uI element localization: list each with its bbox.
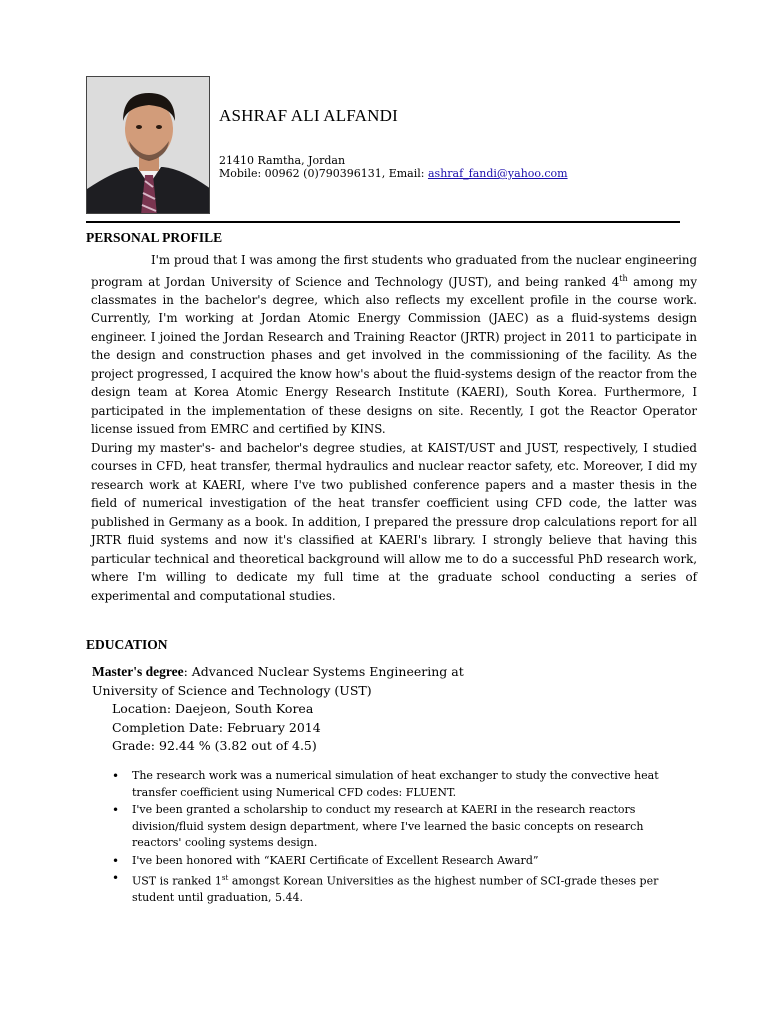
list-item: • I've been granted a scholarship to conduct my research at KAERI in the research reactors division/fluid system design department, where I've learned the basic concepts on research reactors' cooling systems design. bbox=[112, 802, 692, 852]
personal-profile-heading: PERSONAL PROFILE bbox=[86, 230, 223, 245]
bullet-4-part-b: amongst Korean Universities as the highest number of SCI-grade theses per student until graduation, 5.44. bbox=[132, 874, 659, 905]
personal-profile-text bbox=[91, 251, 697, 605]
education-bullets bbox=[112, 768, 692, 908]
education-entry bbox=[92, 663, 692, 756]
list-item: • I've been honored with “KAERI Certificate of Excellent Research Award” bbox=[112, 853, 692, 870]
profile-paragraph-1-part-b: among my classmates in the bachelor's degree, which also reflects my excellent profile in the course work. Currently, I'm working at Jordan Atomic Energy Commission (JAEC) as a fluid-systems design engineer. I joined the Jordan Research and Training Reactor (JRTR) project in 2011 to participate in the design and construction phases and get involved in the commissioning of the facility. As the project progressed, I acquired the know how's about the fluid-systems design of the reactor from the design team at Korea Atomic Energy Research Institute (KAERI), South Korea. Furthermore, I participated in the implementation of these designs on site. Recently, I got the Reactor Operator license issued from EMRC and certified by KINS. bbox=[91, 274, 697, 437]
completion-date: Completion Date: February 2014 bbox=[112, 719, 321, 735]
bullet-4-part-a: UST is ranked 1 bbox=[132, 874, 222, 888]
mobile-label: Mobile: 00962 (0)790396131, Email: bbox=[219, 167, 428, 180]
bullet-4-superscript: st bbox=[221, 874, 229, 882]
profile-paragraph-1-part-a: I'm proud that I was among the first students who graduated from the nuclear engineering program at Jordan University of Science and Technology (JUST), and being ranked 4 bbox=[91, 253, 697, 289]
education-heading: EDUCATION bbox=[86, 637, 168, 652]
location: Location: Daejeon, South Korea bbox=[112, 701, 314, 716]
portrait-image bbox=[87, 77, 210, 214]
grade: Grade: 92.44 % (3.82 out of 4.5) bbox=[112, 738, 317, 753]
contact-info bbox=[219, 154, 568, 180]
degree-program: : Advanced Nuclear Systems Engineering at bbox=[183, 664, 464, 679]
email-link[interactable]: ashraf_fandi@yahoo.com bbox=[427, 167, 568, 180]
candidate-name: ASHRAF ALI ALFANDI bbox=[219, 106, 398, 125]
university: University of Science and Technology (UST) bbox=[92, 682, 372, 698]
header-block bbox=[219, 106, 568, 180]
contact-line bbox=[219, 167, 568, 180]
address: 21410 Ramtha, Jordan bbox=[219, 154, 346, 167]
header-divider bbox=[86, 221, 680, 223]
degree-label: Master's degree bbox=[92, 664, 184, 679]
profile-paragraph-1 bbox=[91, 251, 697, 439]
profile-paragraph-1-superscript: th bbox=[619, 273, 628, 283]
profile-paragraph-2: During my master's- and bachelor's degree studies, at KAIST/UST and JUST, respectively, I studied courses in CFD, heat transfer, thermal hydraulics and nuclear reactor safety, etc. Moreover, I did my research work at KAERI, where I've two published conference papers and a master thesis in the field of numerical investigation of the heat transfer coefficient using CFD code, the latter was published in Germany as a book. In addition, I prepared the pressure drop calculations report for all JRTR fluid systems and now it's classified at KAERI's library. I strongly believe that having this particular technical and theoretical background will allow me to do a successful PhD research work, where I'm willing to dedicate my full time at the graduate school conducting a series of experimental and computational studies. bbox=[91, 440, 697, 603]
list-item: • The research work was a numerical simulation of heat exchanger to study the convective heat transfer coefficient using Numerical CFD codes: FLUENT. bbox=[112, 768, 692, 801]
degree-line bbox=[92, 663, 692, 682]
list-item bbox=[112, 870, 692, 907]
profile-photo bbox=[86, 76, 210, 214]
